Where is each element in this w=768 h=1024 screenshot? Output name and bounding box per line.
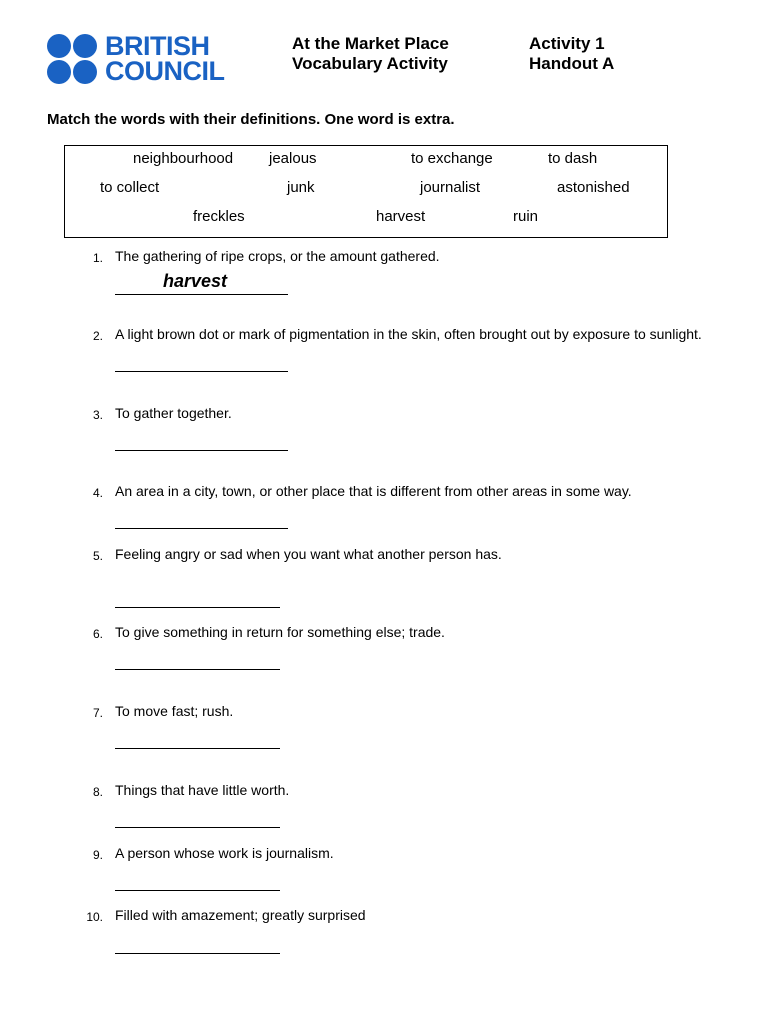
word-bank-item: neighbourhood	[133, 150, 234, 167]
word-bank-item: freckles	[193, 208, 245, 225]
answer-line[interactable]	[115, 450, 288, 451]
question-text: To gather together.	[115, 405, 232, 421]
word-bank	[64, 145, 668, 238]
answer-line[interactable]	[115, 953, 280, 954]
activity-label: Activity 1	[529, 34, 605, 53]
logo-line-1: BRITISH	[105, 31, 210, 61]
question-number: 2.	[92, 329, 103, 343]
question-text: To move fast; rush.	[115, 703, 234, 719]
question-number: 5.	[92, 549, 103, 563]
word-bank-item: astonished	[557, 179, 630, 196]
handout-label: Handout A	[529, 54, 615, 73]
answer-line[interactable]	[115, 294, 288, 295]
logo-dot	[73, 60, 97, 84]
logo-dot	[47, 34, 71, 58]
question-text: The gathering of ripe crops, or the amount gathered.	[115, 248, 440, 264]
answer-line[interactable]	[115, 890, 280, 891]
question-number: 3.	[92, 408, 103, 422]
document-title: At the Market Place	[292, 34, 449, 53]
instructions: Match the words with their definitions. One word is extra.	[47, 111, 455, 128]
word-bank-item: journalist	[420, 179, 481, 196]
answer-line[interactable]	[115, 827, 280, 828]
logo-dot	[47, 60, 71, 84]
question-number: 4.	[92, 486, 103, 500]
logo-dot	[73, 34, 97, 58]
word-bank-item: to collect	[100, 179, 160, 196]
question-number: 6.	[92, 627, 103, 641]
question-text: To give something in return for something else; trade.	[115, 624, 445, 640]
document-subtitle: Vocabulary Activity	[292, 54, 448, 73]
logo-dots-icon	[47, 34, 99, 86]
word-bank-item: jealous	[269, 150, 317, 167]
question-number: 10.	[86, 910, 103, 924]
word-bank-item: ruin	[513, 208, 539, 225]
word-bank-item: junk	[287, 179, 315, 196]
question-text: A person whose work is journalism.	[115, 845, 334, 861]
logo-wordmark	[105, 31, 225, 86]
answer-text: harvest	[163, 271, 228, 291]
word-bank-item: to exchange	[411, 150, 493, 167]
british-council-logo	[47, 31, 227, 86]
question-text: Filled with amazement; greatly surprised	[115, 907, 366, 923]
answer-line[interactable]	[115, 528, 288, 529]
logo-line-2: COUNCIL	[105, 56, 225, 86]
question-text: An area in a city, town, or other place that is different from other areas in some way.	[115, 483, 632, 499]
question-text: A light brown dot or mark of pigmentation in the skin, often brought out by exposure to sunlight.	[115, 326, 702, 342]
word-bank-item: harvest	[376, 208, 426, 225]
answer-line[interactable]	[115, 748, 280, 749]
question-number: 8.	[92, 785, 103, 799]
answer-line[interactable]	[115, 371, 288, 372]
question-number: 7.	[92, 706, 103, 720]
question-text: Feeling angry or sad when you want what another person has.	[115, 546, 502, 562]
question-number: 1.	[92, 251, 103, 265]
word-bank-item: to dash	[548, 150, 598, 167]
answer-line[interactable]	[115, 607, 280, 608]
question-text: Things that have little worth.	[115, 782, 290, 798]
question-number: 9.	[92, 848, 103, 862]
answer-line[interactable]	[115, 669, 280, 670]
